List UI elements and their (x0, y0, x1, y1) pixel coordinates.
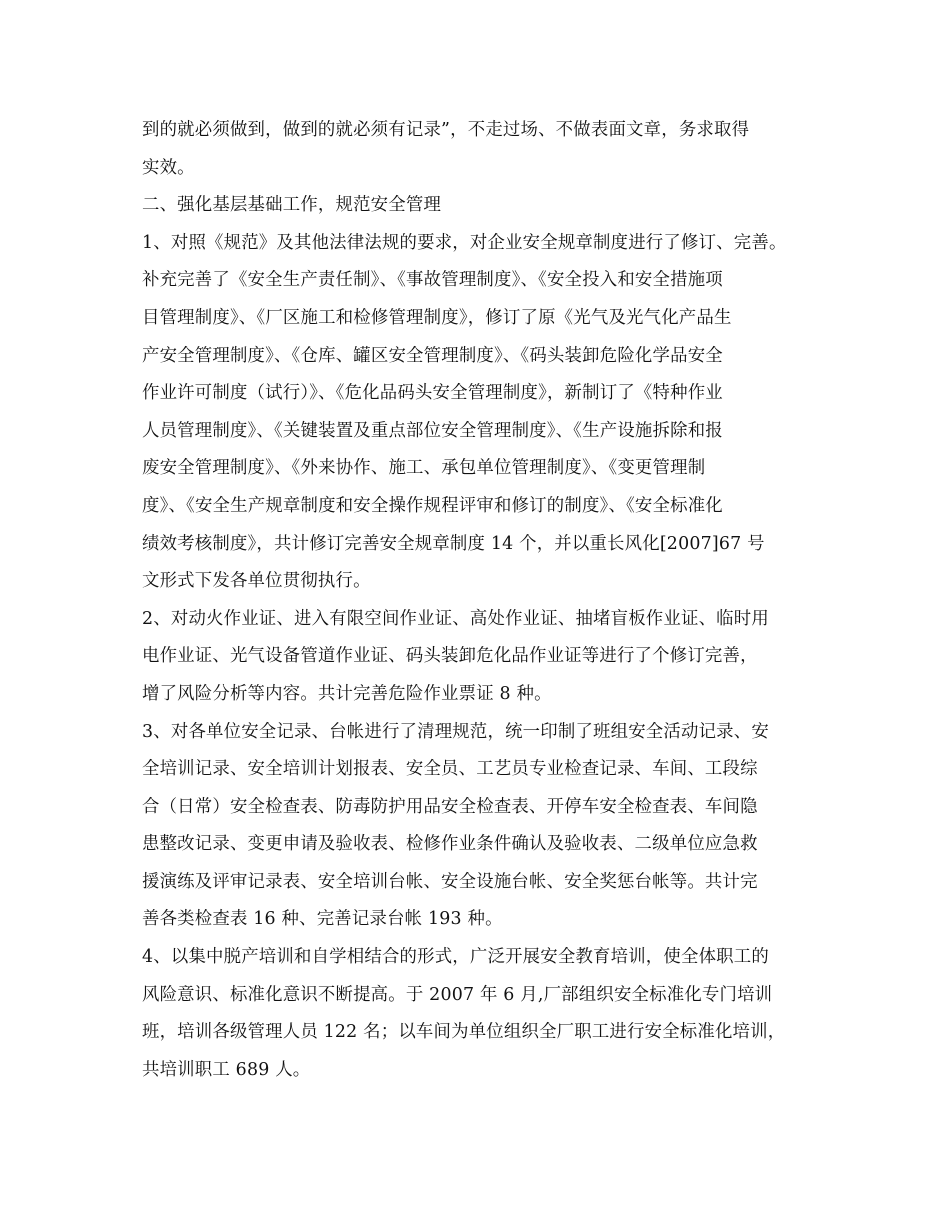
text-line: 4、以集中脱产培训和自学相结合的形式，广泛开展安全教育培训，使全体职工的 (142, 947, 769, 968)
text-line: 废安全管理制度》、《外来协作、施工、承包单位管理制度》、《变更管理制 (142, 458, 706, 479)
section-heading: 二、强化基层基础工作，规范安全管理 (142, 195, 442, 216)
text-line: 1、对照《规范》及其他法律法规的要求，对企业安全规章制度进行了修订、完善。 (142, 232, 787, 253)
text-line: 全培训记录、安全培训计划报表、安全员、工艺员专业检查记录、车间、工段综 (142, 759, 758, 780)
text-line: 2、对动火作业证、进入有限空间作业证、高处作业证、抽堵盲板作业证、临时用 (142, 608, 769, 629)
text-line: 善各类检查表 16 种、完善记录台帐 193 种。 (142, 909, 503, 930)
text-line: 援演练及评审记录表、安全培训台帐、安全设施台帐、安全奖惩台帐等。共计完 (142, 871, 758, 892)
text-line: 患整改记录、变更申请及验收表、检修作业条件确认及验收表、二级单位应急救 (142, 834, 758, 855)
text-line: 作业许可制度（试行）》、《危化品码头安全管理制度》，新制订了《特种作业 (142, 383, 723, 404)
text-line: 文形式下发各单位贯彻执行。 (142, 571, 371, 592)
text-line: 绩效考核制度》，共计修订完善安全规章制度 14 个，并以重长风化[2007]67 号 (142, 533, 765, 554)
text-line: 班，培训各级管理人员 122 名；以车间为单位组织全厂职工进行安全标准化培训， (142, 1022, 786, 1043)
text-line: 产安全管理制度》、《仓库、罐区安全管理制度》、《码头装卸危险化学品安全 (142, 345, 723, 366)
text-line: 到的就必须做到，做到的就必须有记录”，不走过场、不做表面文章，务求取得 (142, 120, 750, 140)
text-line: 目管理制度》、《厂区施工和检修管理制度》，修订了原《光气及光气化产品生 (142, 307, 732, 328)
text-line: 人员管理制度》、《关键装置及重点部位安全管理制度》、《生产设施拆除和报 (142, 420, 723, 441)
text-line: 补充完善了《安全生产责任制》、《事故管理制度》、《安全投入和安全措施项 (142, 270, 723, 291)
text-line: 合（日常）安全检查表、防毒防护用品安全检查表、开停车安全检查表、车间隐 (142, 796, 758, 817)
text-line: 增了风险分析等内容。共计完善危险作业票证 8 种。 (142, 683, 552, 704)
text-line: 3、对各单位安全记录、台帐进行了清理规范，统一印制了班组安全活动记录、安 (142, 721, 769, 742)
document-body (142, 112, 832, 1089)
text-line: 度》、《安全生产规章制度和安全操作规程评审和修订的制度》、《安全标准化 (142, 495, 723, 516)
text-line: 共培训职工 689 人。 (142, 1059, 311, 1080)
text-line: 电作业证、光气设备管道作业证、码头装卸危化品作业证等进行了个修订完善， (142, 646, 758, 667)
text-line: 实效。 (142, 157, 195, 178)
text-line: 风险意识、标准化意识不断提高。于 2007 年 6 月,厂部组织安全标准化专门培训 (142, 984, 773, 1005)
